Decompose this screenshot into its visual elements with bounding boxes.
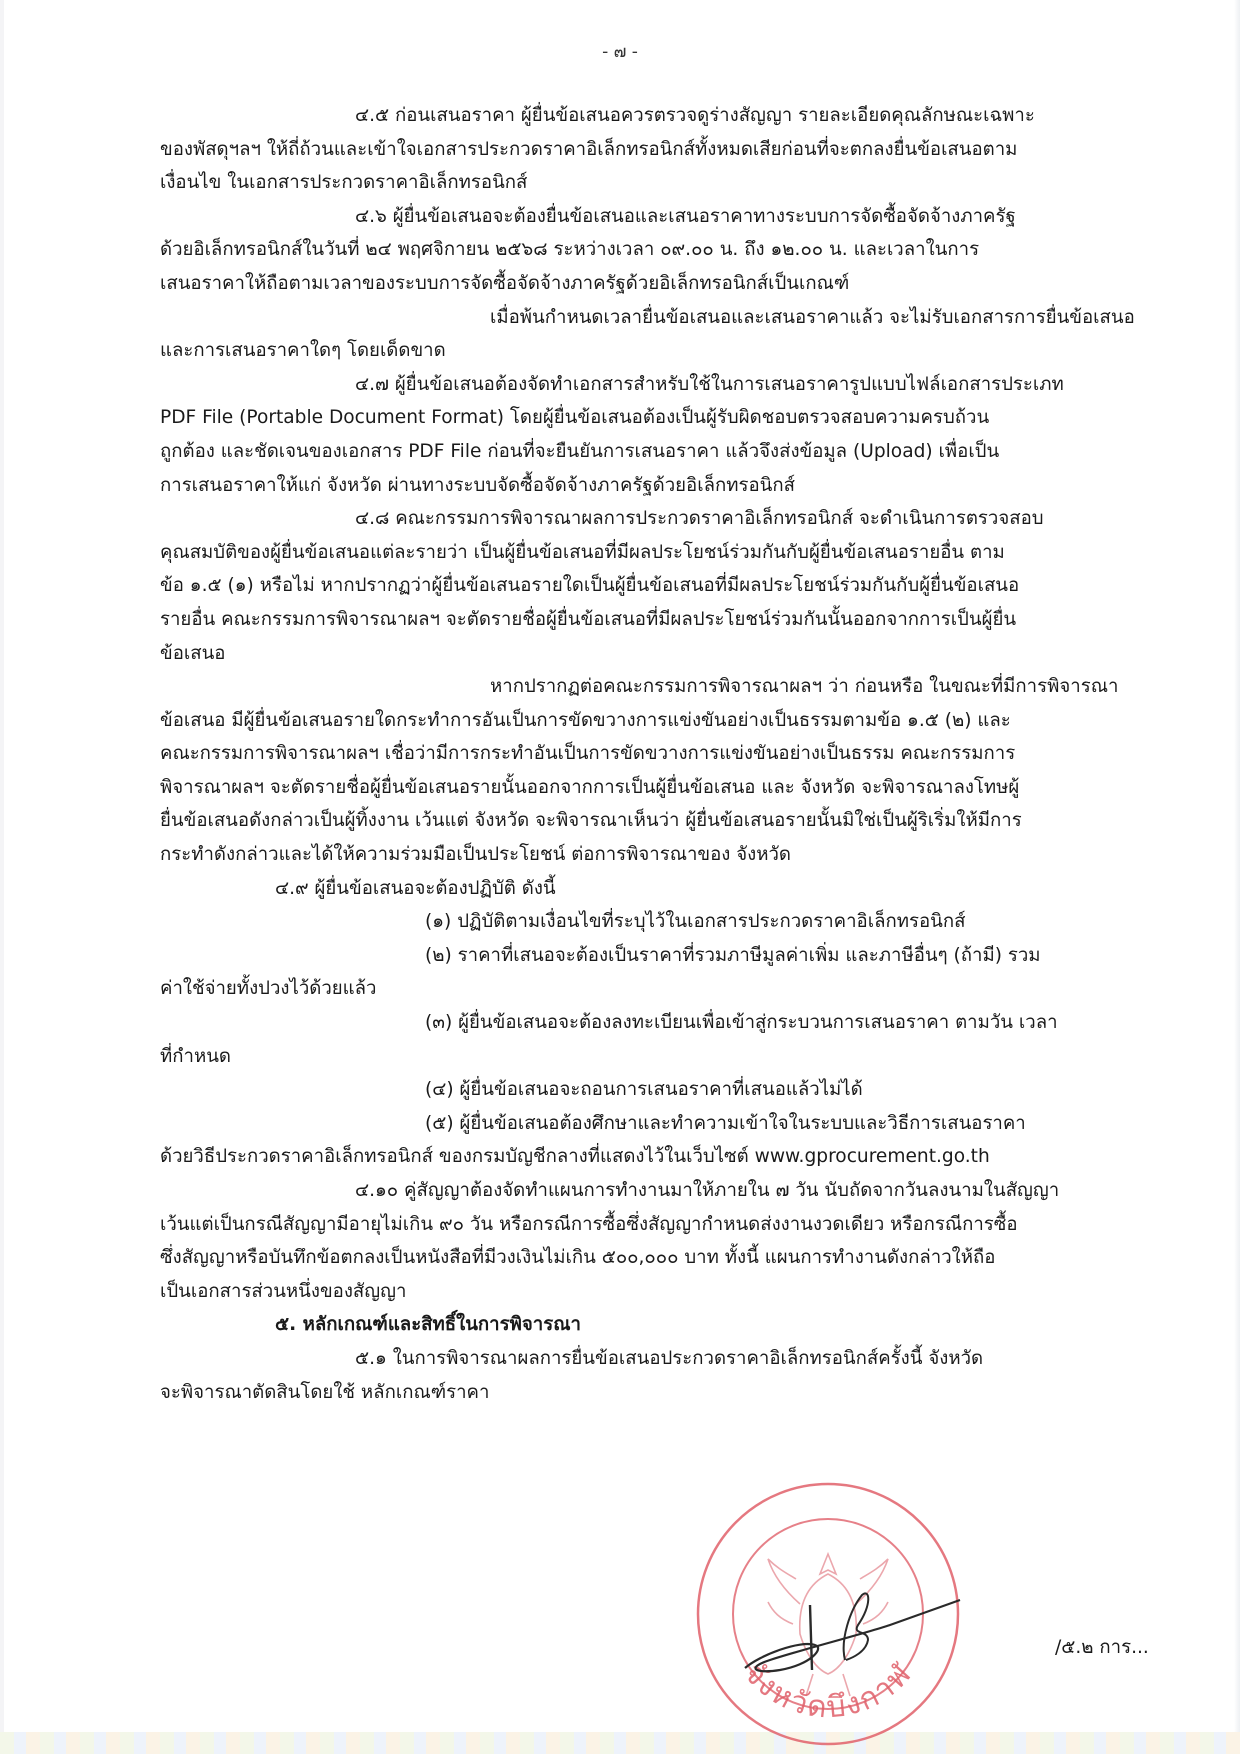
page-number: - ๗ -	[602, 42, 638, 62]
stamp-text: จังหวัดบึงกาฬ	[736, 1655, 920, 1726]
paragraph-4-8-line-5: ข้อเสนอ	[160, 642, 226, 664]
paragraph-4-8-line-1: ๔.๘ คณะกรรมการพิจารณาผลการประกวดราคาอิเล็กทรอนิกส์ จะดำเนินการตรวจสอบ	[355, 508, 1044, 530]
paragraph-4-10-line-4: เป็นเอกสารส่วนหนึ่งของสัญญา	[160, 1280, 407, 1302]
paragraph-5-1-line-1: ๕.๑ ในการพิจารณาผลการยื่นข้อเสนอประกวดราคาอิเล็กทรอนิกส์ครั้งนี้ จังหวัด	[355, 1347, 984, 1369]
paragraph-4-9-item-3-line-2: ที่กำหนด	[160, 1045, 231, 1067]
scan-edge-left	[0, 0, 4, 1754]
paragraph-4-8-line-3: ข้อ ๑.๕ (๑) หรือไม่ หากปรากฏว่าผู้ยื่นข้อเสนอรายใดเป็นผู้ยื่นข้อเสนอที่มีผลประโยชน์ร่วมกันกับผู้ยื่นข้อเสนอ	[160, 575, 1020, 597]
paragraph-4-9-item-5-line-1: (๕) ผู้ยื่นข้อเสนอต้องศึกษาและทำความเข้าใจในระบบและวิธีการเสนอราคา	[425, 1112, 1026, 1134]
paragraph-4-6b-line-2: และการเสนอราคาใดๆ โดยเด็ดขาด	[160, 340, 446, 362]
paragraph-4-7-line-2: PDF File (Portable Document Format) โดยผู้ยื่นข้อเสนอต้องเป็นผู้รับผิดชอบตรวจสอบความครบถ้วน	[160, 407, 990, 429]
paragraph-4-5-line-3: เงื่อนไข ในเอกสารประกวดราคาอิเล็กทรอนิกส์	[160, 172, 528, 194]
paragraph-4-9-item-2-line-2: ค่าใช้จ่ายทั้งปวงไว้ด้วยแล้ว	[160, 978, 377, 1000]
paragraph-4-8b-line-6: กระทำดังกล่าวและได้ให้ความร่วมมือเป็นประโยชน์ ต่อการพิจารณาของ จังหวัด	[160, 844, 792, 866]
paragraph-4-8-line-2: คุณสมบัติของผู้ยื่นข้อเสนอแต่ละรายว่า เป็นผู้ยื่นข้อเสนอที่มีผลประโยชน์ร่วมกันกับผู้ยื่นข้อเสนอรายอื่น ตาม	[160, 541, 1005, 563]
paragraph-4-5-line-2: ของพัสดุฯลฯ ให้ถี่ถ้วนและเข้าใจเอกสารประกวดราคาอิเล็กทรอนิกส์ทั้งหมดเสียก่อนที่จะตกลงยื่นข้อเสนอตาม	[160, 138, 1018, 160]
paragraph-4-9-item-2-line-1: (๒) ราคาที่เสนอจะต้องเป็นราคาที่รวมภาษีมูลค่าเพิ่ม และภาษีอื่นๆ (ถ้ามี) รวม	[425, 944, 1041, 966]
paragraph-5-1-line-2: จะพิจารณาตัดสินโดยใช้ หลักเกณฑ์ราคา	[160, 1381, 490, 1403]
paragraph-4-8b-line-1: หากปรากฏต่อคณะกรรมการพิจารณาผลฯ ว่า ก่อนหรือ ในขณะที่มีการพิจารณา	[490, 676, 1119, 698]
paragraph-4-8b-line-3: คณะกรรมการพิจารณาผลฯ เชื่อว่ามีการกระทำอันเป็นการขัดขวางการแข่งขันอย่างเป็นธรรม คณะกรรมการ	[160, 743, 1016, 765]
paragraph-4-9-item-5-line-2: ด้วยวิธีประกวดราคาอิเล็กทรอนิกส์ ของกรมบัญชีกลางที่แสดงไว้ในเว็บไซต์ www.gprocurement.go.th	[160, 1146, 990, 1168]
paragraph-4-7-line-3: ถูกต้อง และชัดเจนของเอกสาร PDF File ก่อนที่จะยืนยันการเสนอราคา แล้วจึงส่งข้อมูล (Upload) เพื่อเป็น	[160, 440, 1000, 462]
paragraph-4-7-line-1: ๔.๗ ผู้ยื่นข้อเสนอต้องจัดทำเอกสารสำหรับใช้ในการเสนอราคารูปแบบไฟล์เอกสารประเภท	[355, 373, 1064, 395]
paragraph-4-8-line-4: รายอื่น คณะกรรมการพิจารณาผลฯ จะตัดรายชื่อผู้ยื่นข้อเสนอที่มีผลประโยชน์ร่วมกันนั้นออกจากการเป็นผู้ยื่น	[160, 608, 1017, 630]
paragraph-4-10-line-1: ๔.๑๐ คู่สัญญาต้องจัดทำแผนการทำงานมาให้ภายใน ๗ วัน นับถัดจากวันลงนามในสัญญา	[355, 1180, 1060, 1201]
scan-edge-bottom	[0, 1732, 1240, 1754]
paragraph-4-9-item-1: (๑) ปฏิบัติตามเงื่อนไขที่ระบุไว้ในเอกสารประกวดราคาอิเล็กทรอนิกส์	[425, 911, 966, 933]
signature-icon	[740, 1560, 980, 1690]
paragraph-4-9-heading: ๔.๙ ผู้ยื่นข้อเสนอจะต้องปฏิบัติ ดังนี้	[275, 877, 556, 899]
paragraph-4-8b-line-5: ยื่นข้อเสนอดังกล่าวเป็นผู้ทิ้งงาน เว้นแต่ จังหวัด จะพิจารณาเห็นว่า ผู้ยื่นข้อเสนอรายนั้นมิใช่เป็นผู้ริเริ่มให้มีการ	[160, 810, 1022, 832]
next-page-reference: /๕.๒ การ...	[1055, 1637, 1149, 1658]
paragraph-4-6-line-3: เสนอราคาให้ถือตามเวลาของระบบการจัดซื้อจัดจ้างภาครัฐด้วยอิเล็กทรอนิกส์เป็นเกณฑ์	[160, 272, 850, 294]
paragraph-4-10-line-2: เว้นแต่เป็นกรณีสัญญามีอายุไม่เกิน ๙๐ วัน หรือกรณีการซื้อซึ่งสัญญากำหนดส่งงานงวดเดียว หรือกรณีการซื้อ	[160, 1213, 1018, 1235]
paragraph-4-8b-line-4: พิจารณาผลฯ จะตัดรายชื่อผู้ยื่นข้อเสนอรายนั้นออกจากการเป็นผู้ยื่นข้อเสนอ และ จังหวัด จะพิจารณาลงโทษผู้	[160, 776, 1020, 798]
paragraph-4-7-line-4: การเสนอราคาให้แก่ จังหวัด ผ่านทางระบบจัดซื้อจัดจ้างภาครัฐด้วยอิเล็กทรอนิกส์	[160, 474, 795, 496]
paragraph-4-5-line-1: ๔.๕ ก่อนเสนอราคา ผู้ยื่นข้อเสนอควรตรวจดูร่างสัญญา รายละเอียดคุณลักษณะเฉพาะ	[355, 105, 1035, 126]
document-body	[160, 99, 1135, 1409]
paragraph-4-9-item-4: (๔) ผู้ยื่นข้อเสนอจะถอนการเสนอราคาที่เสนอแล้วไม่ได้	[425, 1079, 863, 1101]
paragraph-4-9-item-3-line-1: (๓) ผู้ยื่นข้อเสนอจะต้องลงทะเบียนเพื่อเข้าสู่กระบวนการเสนอราคา ตามวัน เวลา	[425, 1012, 1058, 1034]
paragraph-4-10-line-3: ซึ่งสัญญาหรือบันทึกข้อตกลงเป็นหนังสือที่มีวงเงินไม่เกิน ๕๐๐,๐๐๐ บาท ทั้งนี้ แผนการทำงานดังกล่าวให้ถือ	[160, 1247, 996, 1269]
paragraph-4-8b-line-2: ข้อเสนอ มีผู้ยื่นข้อเสนอรายใดกระทำการอันเป็นการขัดขวางการแข่งขันอย่างเป็นธรรมตามข้อ ๑.๕ (๒) และ	[160, 709, 1011, 731]
paragraph-4-6-line-2: ด้วยอิเล็กทรอนิกส์ในวันที่ ๒๔ พฤศจิกายน ๒๕๖๘ ระหว่างเวลา ๐๙.๐๐ น. ถึง ๑๒.๐๐ น. และเวลาในการ	[160, 239, 980, 261]
section-5-heading: ๕. หลักเกณฑ์และสิทธิ์ในการพิจารณา	[275, 1314, 581, 1336]
paragraph-4-6-line-1: ๔.๖ ผู้ยื่นข้อเสนอจะต้องยื่นข้อเสนอและเสนอราคาทางระบบการจัดซื้อจัดจ้างภาครัฐ	[355, 205, 1016, 227]
paragraph-4-6b-line-1: เมื่อพ้นกำหนดเวลายื่นข้อเสนอและเสนอราคาแล้ว จะไม่รับเอกสารการยื่นข้อเสนอ	[490, 306, 1135, 328]
scan-edge-right	[1234, 0, 1240, 1754]
